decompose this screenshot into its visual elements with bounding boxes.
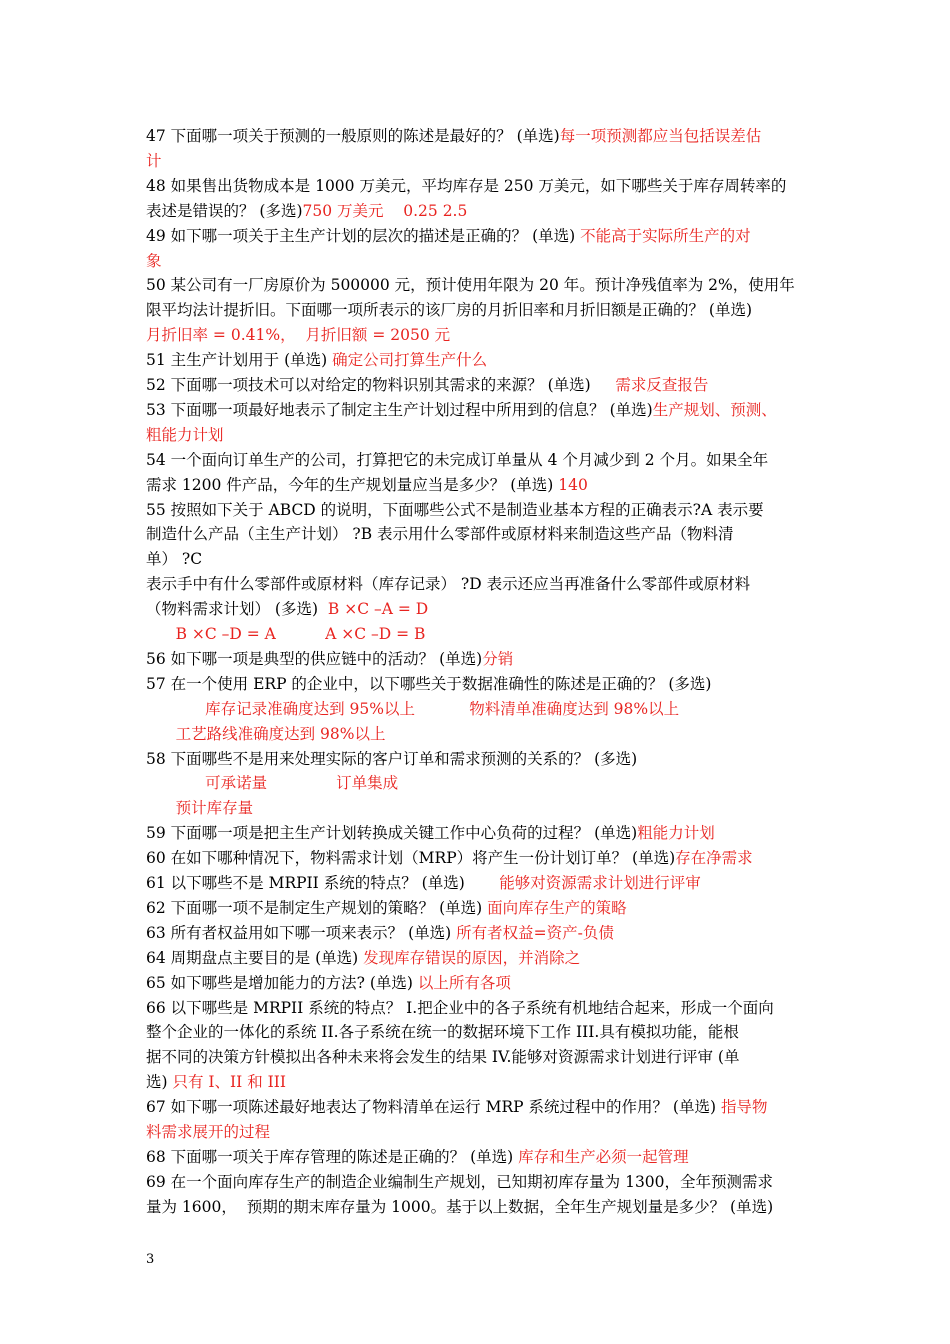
question-text — [146, 700, 205, 718]
text-line — [146, 1095, 767, 1119]
text-line — [146, 522, 734, 546]
answer-text: 存在净需求 — [675, 849, 753, 868]
question-text: （物料需求计划） (多选) — [146, 600, 328, 619]
question-text: 67 如下哪一项陈述最好地表达了物料清单在运行 MRP 系统过程中的作用？ (单选) — [146, 1098, 721, 1117]
text-line — [146, 249, 162, 273]
answer-text: 料需求展开的过程 — [146, 1123, 271, 1141]
answer-text: 库存和生产必须一起管理 — [518, 1147, 689, 1166]
answer-text: 工艺路线准确度达到 98%以上 — [175, 724, 386, 743]
answer-text: 库存记录准确度达到 95%以上 物料清单准确度达到 98%以上 — [205, 699, 680, 718]
text-line — [146, 572, 750, 596]
answer-text: 月折旧率 = 0.41%， 月折旧额 = 2050 元 — [146, 326, 451, 345]
question-text: 整个企业的一体化的系统 II.各子系统在统一的数据环境下工作 III.具有模拟功能，能根 — [146, 1023, 739, 1042]
question-text: 50 某公司有一厂房原价为 500000 元，预计使用年限为 20 年。预计净残值率为 2%，使用年 — [146, 276, 795, 295]
answer-text: 140 — [558, 475, 588, 494]
text-line — [146, 1170, 773, 1194]
page-number: 3 — [146, 1252, 155, 1267]
question-text: 54 一个面向订单生产的公司，打算把它的未完成订单量从 4 个月减少到 2 个月。如果全年 — [146, 450, 769, 469]
text-line — [146, 174, 786, 198]
text-line — [146, 1020, 739, 1044]
text-line — [146, 796, 253, 820]
answer-text: 只有 I、II 和 III — [172, 1073, 287, 1092]
answer-text: 象 — [146, 251, 162, 270]
answer-text: 分销 — [482, 649, 514, 668]
question-text: 量为 1600， 预期的期末库存量为 1000。基于以上数据，全年生产规划量是多少？ (单选) — [146, 1197, 774, 1216]
question-text: 单） ?C — [146, 550, 203, 569]
text-line — [146, 697, 679, 721]
text-line — [146, 373, 708, 397]
text-line — [146, 821, 715, 845]
answer-text: 指导物 — [720, 1098, 768, 1117]
text-line — [146, 124, 761, 148]
question-text: 表示手中有什么零部件或原材料（库存记录） ?D 表示还应当再准备什么零部件或原材料 — [146, 575, 751, 594]
answer-text: 可承诺量 订单集成 — [205, 774, 399, 793]
question-text: 69 在一个面向库存生产的制造企业编制生产规划，已知期初库存量为 1300，全年预测需求 — [146, 1172, 774, 1191]
question-text: 64 周期盘点主要目的是 (单选) — [146, 948, 364, 967]
text-line — [146, 273, 795, 297]
question-text: 58 下面哪些不是用来处理实际的客户订单和需求预测的关系的？ (多选) — [146, 749, 638, 768]
question-text — [146, 774, 205, 792]
text-line — [146, 647, 513, 671]
question-text: 68 下面哪一项关于库存管理的陈述是正确的？ (单选) — [146, 1147, 519, 1166]
text-line — [146, 348, 487, 372]
text-line — [146, 747, 637, 771]
answer-text: 以上所有各项 — [417, 973, 511, 992]
text-line — [146, 846, 753, 870]
question-text: 制造什么产品（主生产计划） ?B 表示用什么零部件或原材料来制造这些产品（物料清 — [146, 525, 734, 544]
question-text: 47 下面哪一项关于预测的一般原则的陈述是最好的？ (单选) — [146, 127, 560, 145]
question-text — [146, 725, 176, 743]
question-text: 限平均法计提折旧。下面哪一项所表示的该厂房的月折旧率和月折旧额是正确的？ (单选) — [146, 301, 753, 320]
text-line — [146, 722, 385, 746]
question-text: 51 主生产计划用于 (单选) — [146, 351, 333, 370]
answer-text: 粗能力计划 — [146, 425, 224, 444]
answer-text: 750 万美元 0.25 2.5 — [302, 201, 468, 220]
text-line — [146, 149, 162, 173]
answer-text: 不能高于实际所生产的对 — [580, 226, 751, 245]
answer-text: 每一项预测都应当包括误差估 — [559, 127, 762, 145]
text-line — [146, 547, 202, 571]
question-text: 49 如下哪一项关于主生产计划的层次的描述是正确的？ (单选) — [146, 226, 581, 245]
answer-text: 生产规划、预测、 — [652, 400, 777, 419]
text-line — [146, 224, 751, 248]
question-text: 61 以下哪些不是 MRPII 系统的特点？ (单选) — [146, 874, 500, 892]
question-text — [146, 625, 176, 643]
question-text: 55 按照如下关于 ABCD 的说明，下面哪些公式不是制造业基本方程的正确表示?A 表示要 — [146, 500, 764, 519]
answer-text: 预计库存量 — [175, 799, 254, 818]
question-text: 63 所有者权益用如下哪一项来表示？ (单选) — [146, 923, 457, 942]
text-line — [146, 622, 425, 646]
text-line — [146, 996, 774, 1020]
text-line — [146, 946, 580, 970]
text-line — [146, 498, 764, 522]
answer-text: 能够对资源需求计划进行评审 — [499, 874, 701, 892]
question-text: 66 以下哪些是 MRPII 系统的特点？ I.把企业中的各子系统有机地结合起来，形成一个面向 — [146, 998, 774, 1017]
text-line — [146, 1120, 270, 1144]
question-text: 选) — [146, 1073, 173, 1092]
text-line — [146, 298, 752, 322]
answer-text: 粗能力计划 — [637, 824, 715, 843]
question-text: 需求 1200 件产品，今年的生产规划量应当是多少？ (单选) — [146, 475, 559, 494]
text-line — [146, 896, 627, 920]
text-line — [146, 921, 614, 945]
text-line — [146, 1070, 286, 1094]
answer-text: 计 — [146, 151, 162, 170]
question-text — [146, 799, 176, 817]
text-line — [146, 1045, 739, 1069]
question-text: 48 如果售出货物成本是 1000 万美元，平均库存是 250 万美元，如下哪些关于库存周转率的 — [146, 176, 787, 195]
question-text: 据不同的决策方针模拟出各种未来将会发生的结果 IV.能够对资源需求计划进行评审 (单 — [146, 1048, 740, 1067]
text-line — [146, 473, 588, 497]
answer-text: 需求反查报告 — [615, 376, 709, 394]
question-text: 57 在一个使用 ERP 的企业中，以下哪些关于数据准确性的陈述是正确的？ (多选) — [146, 674, 712, 693]
question-text: 60 在如下哪种情况下，物料需求计划（MRP）将产生一份计划订单？ (单选) — [146, 849, 676, 868]
question-text: 表述是错误的？ (多选) — [146, 201, 303, 220]
text-line — [146, 423, 224, 447]
text-line — [146, 448, 768, 472]
question-text: 53 下面哪一项最好地表示了制定主生产计划过程中所用到的信息？ (单选) — [146, 400, 653, 419]
text-line — [146, 971, 511, 995]
text-line — [146, 199, 467, 223]
text-line — [146, 1145, 689, 1169]
text-line — [146, 597, 428, 621]
answer-text: B ×C –D = A A ×C –D = B — [175, 625, 426, 643]
answer-text: 发现库存错误的原因，并消除之 — [363, 948, 581, 967]
answer-text: B ×C –A = D — [327, 600, 429, 619]
question-text: 65 如下哪些是增加能力的方法? (单选) — [146, 973, 418, 992]
text-line — [146, 323, 450, 347]
question-text: 52 下面哪一项技术可以对给定的物料识别其需求的来源？ (单选) — [146, 376, 616, 394]
text-line — [146, 771, 398, 795]
answer-text: 确定公司打算生产什么 — [332, 351, 488, 370]
text-line — [146, 398, 777, 422]
text-line — [146, 871, 701, 895]
answer-text: 所有者权益=资产-负债 — [456, 923, 614, 942]
text-line — [146, 672, 711, 696]
answer-text: 面向库存生产的策略 — [487, 898, 627, 917]
question-text: 62 下面哪一项不是制定生产规划的策略？ (单选) — [146, 898, 488, 917]
question-text: 59 下面哪一项是把主生产计划转换成关键工作中心负荷的过程？ (单选) — [146, 824, 638, 843]
text-line — [146, 1195, 773, 1219]
question-text: 56 如下哪一项是典型的供应链中的活动？ (单选) — [146, 649, 483, 668]
